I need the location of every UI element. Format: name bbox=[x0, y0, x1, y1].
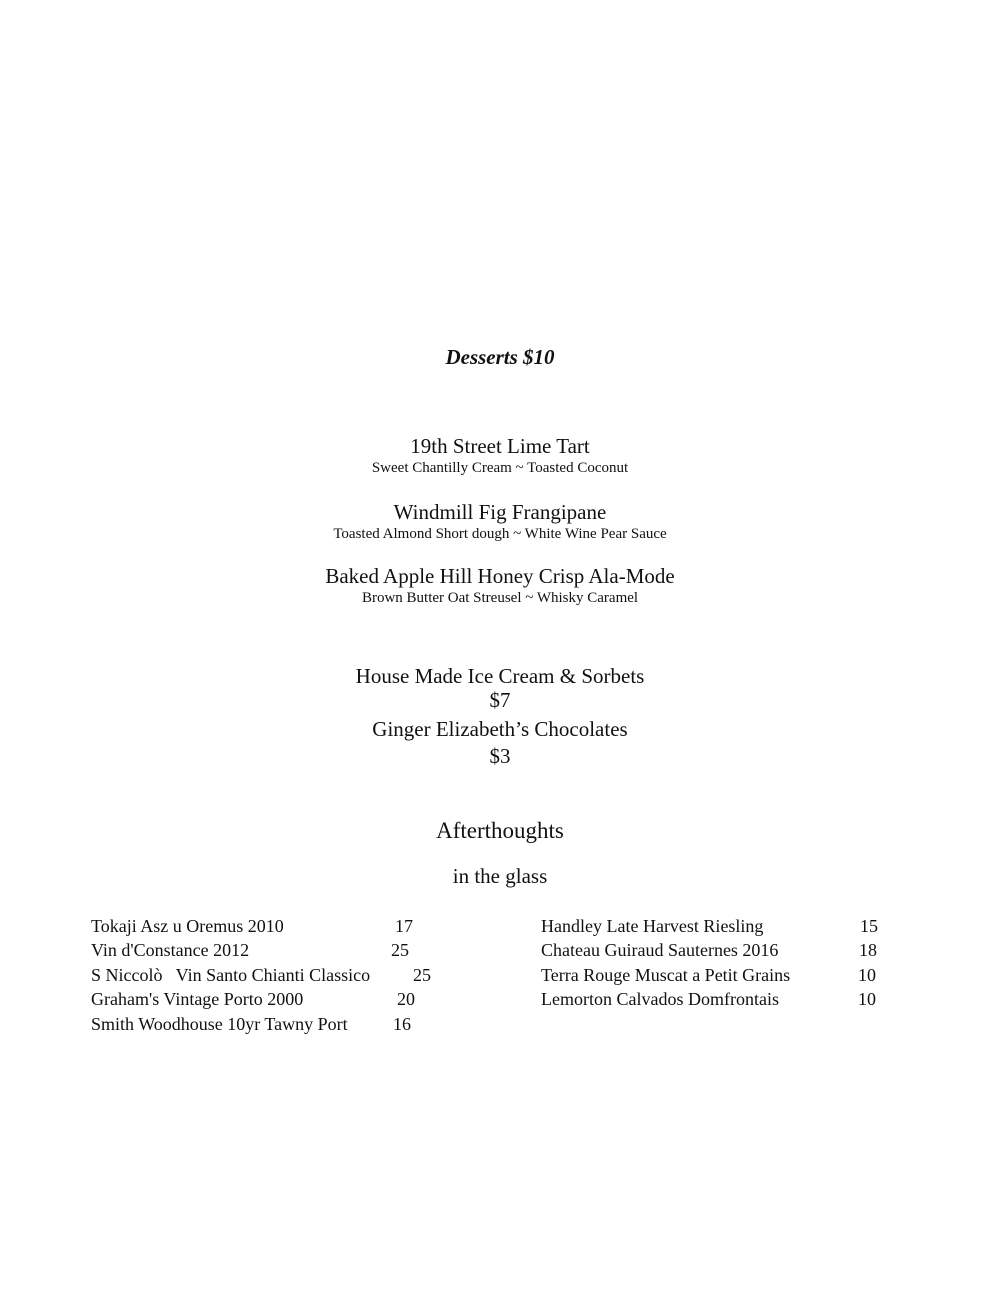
menu-title: Desserts $10 bbox=[445, 345, 555, 369]
wine-price: 25 bbox=[413, 965, 431, 985]
dessert-description: Toasted Almond Short dough ~ White Wine Pear Sauce bbox=[333, 526, 667, 542]
wine-price: 16 bbox=[393, 1014, 411, 1034]
wine-name: Handley Late Harvest Riesling bbox=[541, 916, 764, 936]
wine-price: 15 bbox=[860, 916, 878, 936]
extra-name: Ginger Elizabeth’s Chocolates bbox=[372, 717, 628, 741]
wine-name: Vin d'Constance 2012 bbox=[91, 940, 250, 960]
dessert-name: Windmill Fig Frangipane bbox=[393, 500, 607, 524]
extra-price: $7 bbox=[489, 688, 511, 712]
wine-name: Smith Woodhouse 10yr Tawny Port bbox=[91, 1014, 348, 1034]
wine-price: 17 bbox=[395, 916, 413, 936]
dessert-name: Baked Apple Hill Honey Crisp Ala-Mode bbox=[325, 564, 675, 588]
dessert-name: 19th Street Lime Tart bbox=[410, 434, 590, 458]
wine-price: 18 bbox=[859, 940, 877, 960]
afterthoughts-subheading: in the glass bbox=[452, 864, 548, 888]
extra-price: $3 bbox=[489, 744, 511, 768]
wine-price: 10 bbox=[858, 965, 876, 985]
dessert-description: Sweet Chantilly Cream ~ Toasted Coconut bbox=[371, 460, 629, 476]
wine-name: Chateau Guiraud Sauternes 2016 bbox=[541, 940, 779, 960]
wine-price: 20 bbox=[397, 989, 415, 1009]
dessert-description: Brown Butter Oat Streusel ~ Whisky Caramel bbox=[361, 590, 639, 606]
wine-name: Terra Rouge Muscat a Petit Grains bbox=[541, 965, 791, 985]
wine-name: Tokaji Asz u Oremus 2010 bbox=[91, 916, 284, 936]
extra-name: House Made Ice Cream & Sorbets bbox=[355, 664, 645, 688]
afterthoughts-heading: Afterthoughts bbox=[436, 818, 564, 843]
wine-name: S Niccolò Vin Santo Chianti Classico bbox=[91, 965, 371, 985]
wine-price: 25 bbox=[391, 940, 409, 960]
wine-name: Graham's Vintage Porto 2000 bbox=[91, 989, 304, 1009]
wine-price: 10 bbox=[858, 989, 876, 1009]
wine-name: Lemorton Calvados Domfrontais bbox=[541, 989, 779, 1009]
